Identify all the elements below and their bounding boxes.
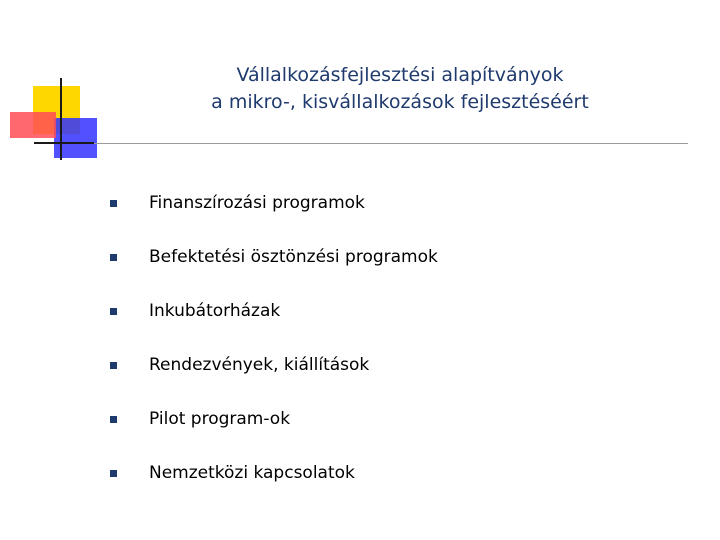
bullet-item: [110, 456, 670, 510]
bullet-item: [110, 294, 670, 348]
bullet-item: [110, 240, 670, 294]
square-bullet-icon: [110, 308, 117, 315]
bullet-item: [110, 348, 670, 402]
vertical-rule: [60, 78, 62, 160]
bullet-list: [110, 186, 670, 510]
title-divider-accent: [34, 142, 94, 144]
bullet-text: Pilot program-ok: [149, 409, 291, 429]
title-divider: [34, 143, 688, 144]
bullet-item: [110, 402, 670, 456]
slide-title-line-2: a mikro-, kisvállalkozások fejlesztéséért: [211, 91, 589, 113]
bullet-text: Finanszírozási programok: [149, 193, 365, 213]
bullet-item: [110, 186, 670, 240]
slide-title-line-1: Vállalkozásfejlesztési alapítványok: [236, 64, 564, 86]
square-bullet-icon: [110, 362, 117, 369]
bullet-text: Inkubátorházak: [149, 301, 281, 321]
color-squares-logo-icon: [0, 0, 110, 170]
square-bullet-icon: [110, 416, 117, 423]
bullet-text: Nemzetközi kapcsolatok: [149, 463, 355, 483]
bullet-text: Rendezvények, kiállítások: [149, 355, 370, 375]
square-bullet-icon: [110, 470, 117, 477]
square-bullet-icon: [110, 200, 117, 207]
bullet-text: Befektetési ösztönzési programok: [149, 247, 438, 267]
slide-title: [110, 62, 690, 116]
red-bar-icon: [10, 112, 56, 138]
square-bullet-icon: [110, 254, 117, 261]
